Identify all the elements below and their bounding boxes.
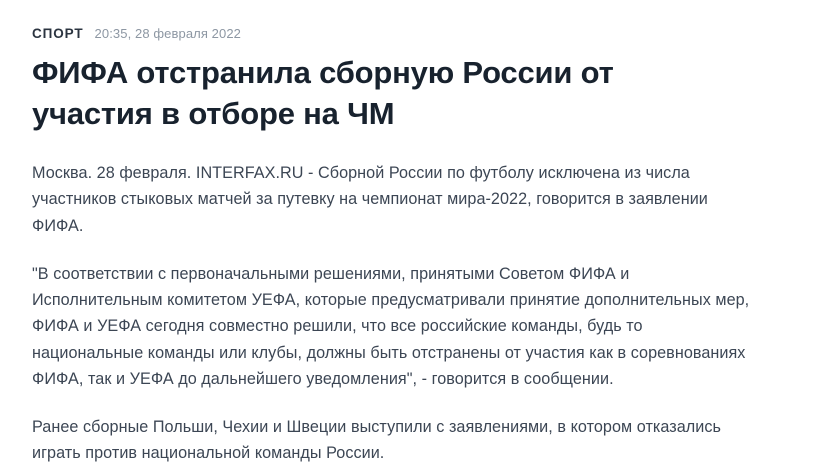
article-paragraph-2: "В соответствии с первоначальными решениями, принятыми Советом ФИФА и Исполнительным комитетом УЕФА, которые предусматривали принятие дополнительных мер, ФИФА и УЕФА сегодня совместно решили, что все российские команды, будь то национальные команды или клубы, должны быть отстранены от участия как в соревнованиях ФИФА, так и УЕФА до дальнейшего уведомления", - говорится в сообщении. — [32, 264, 750, 388]
article-meta — [32, 26, 784, 41]
page-title: ФИФА отстранила сборную России от участия в отборе на ЧМ — [32, 55, 614, 131]
article-rubric[interactable]: СПОРТ — [32, 26, 84, 41]
article-timestamp: 20:35, 28 февраля 2022 — [94, 26, 242, 41]
article-body — [32, 160, 757, 466]
article-paragraph-3: Ранее сборные Польши, Чехии и Швеции выступили с заявлениями, в котором отказались играть против национальной команды России. — [32, 418, 722, 463]
article-paragraph-1: Москва. 28 февраля. INTERFAX.RU - Сборной России по футболу исключена из числа участников стыковых матчей за путевку на чемпионат мира-2022, говорится в заявлении ФИФА. — [32, 164, 708, 235]
